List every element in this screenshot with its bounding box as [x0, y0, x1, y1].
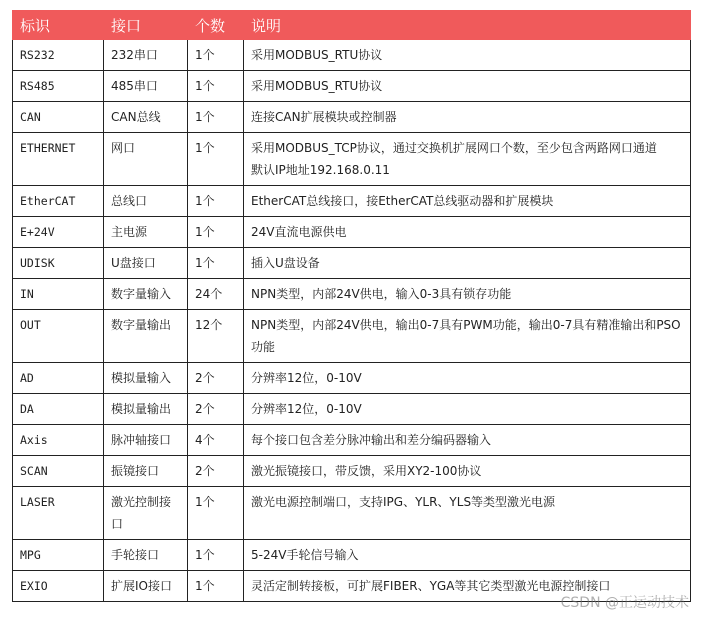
cell-description-text: 分辨率12位，0-10V — [251, 371, 362, 385]
cell-interface — [104, 540, 188, 571]
cell-count — [188, 102, 244, 133]
cell-description — [244, 248, 691, 279]
cell-description-text: 激光电源控制端口，支持IPG、YLR、YLS等类型激光电源 — [251, 495, 556, 509]
cell-interface — [104, 102, 188, 133]
table-row — [13, 102, 691, 133]
cell-count-text: 1个 — [195, 579, 215, 593]
cell-id — [13, 71, 104, 102]
cell-count-text: 12个 — [195, 318, 223, 332]
cell-interface-text: 激光控制接口 — [111, 495, 172, 531]
cell-description-text: 激光振镜接口，带反馈，采用XY2-100协议 — [251, 464, 482, 478]
cell-description — [244, 310, 691, 363]
cell-interface-text: 总线口 — [111, 194, 148, 208]
cell-description-text: 采用MODBUS_TCP协议，通过交换机扩展网口个数，至少包含两路网口通道 — [251, 141, 657, 155]
cell-id-text: EtherCAT — [20, 194, 76, 208]
cell-count — [188, 248, 244, 279]
cell-interface-text: 手轮接口 — [111, 548, 160, 562]
cell-description — [244, 71, 691, 102]
cell-description — [244, 217, 691, 248]
cell-id — [13, 363, 104, 394]
cell-id — [13, 425, 104, 456]
cell-description-text: 灵活定制转接板，可扩展FIBER、YGA等其它类型激光电源控制接口 — [251, 579, 611, 593]
cell-description-text: 插入U盘设备 — [251, 256, 320, 270]
cell-count — [188, 487, 244, 540]
cell-id — [13, 456, 104, 487]
cell-id — [13, 487, 104, 540]
cell-id-text: E+24V — [20, 225, 55, 239]
cell-count — [188, 425, 244, 456]
cell-interface — [104, 425, 188, 456]
cell-id-text: AD — [20, 371, 34, 385]
cell-id-text: DA — [20, 402, 34, 416]
cell-description-text: 5-24V手轮信号输入 — [251, 548, 359, 562]
cell-description-text: 24V直流电源供电 — [251, 225, 347, 239]
cell-count-text: 1个 — [195, 194, 215, 208]
cell-id-text: RS232 — [20, 48, 55, 62]
cell-count-text: 4个 — [195, 433, 215, 447]
cell-interface-text: CAN总线 — [111, 110, 161, 124]
table-row — [13, 394, 691, 425]
cell-description-extra: 默认IP地址192.168.0.11 — [251, 163, 390, 177]
table-row — [13, 456, 691, 487]
cell-count-text: 2个 — [195, 402, 215, 416]
cell-description — [244, 102, 691, 133]
cell-interface — [104, 456, 188, 487]
cell-description — [244, 487, 691, 540]
cell-id — [13, 217, 104, 248]
table-row — [13, 310, 691, 363]
cell-description-text: NPN类型，内部24V供电，输入0-3具有锁存功能 — [251, 287, 512, 301]
cell-description-text: 采用MODBUS_RTU协议 — [251, 48, 383, 62]
table-header-row — [13, 11, 691, 40]
cell-count-text: 1个 — [195, 256, 215, 270]
header-id: 标识 — [13, 11, 104, 40]
cell-interface — [104, 363, 188, 394]
cell-count-text: 2个 — [195, 464, 215, 478]
header-count: 个数 — [188, 11, 244, 40]
cell-count — [188, 540, 244, 571]
table-row — [13, 363, 691, 394]
cell-count — [188, 133, 244, 186]
cell-description-text: NPN类型，内部24V供电，输出0-7具有PWM功能，输出0-7具有精准输出和PSO功能 — [251, 318, 681, 354]
cell-count — [188, 279, 244, 310]
cell-interface-text: 振镜接口 — [111, 464, 160, 478]
cell-interface — [104, 310, 188, 363]
cell-interface — [104, 571, 188, 602]
cell-interface-text: 脉冲轴接口 — [111, 433, 172, 447]
cell-id-text: EXIO — [20, 579, 48, 593]
cell-count — [188, 363, 244, 394]
cell-interface — [104, 40, 188, 71]
cell-id — [13, 279, 104, 310]
cell-id — [13, 571, 104, 602]
cell-description-text: EtherCAT总线接口，接EtherCAT总线驱动器和扩展模块 — [251, 194, 554, 208]
cell-interface — [104, 248, 188, 279]
cell-description-text: 每个接口包含差分脉冲输出和差分编码器输入 — [251, 433, 492, 447]
cell-interface-text: 232串口 — [111, 48, 158, 62]
cell-count — [188, 217, 244, 248]
table-row — [13, 540, 691, 571]
cell-interface-text: U盘接口 — [111, 256, 156, 270]
cell-id — [13, 133, 104, 186]
table-row — [13, 248, 691, 279]
cell-id-text: MPG — [20, 548, 41, 562]
table-row — [13, 40, 691, 71]
cell-count-text: 1个 — [195, 110, 215, 124]
cell-description-text: 分辨率12位，0-10V — [251, 402, 362, 416]
cell-count — [188, 40, 244, 71]
cell-id — [13, 248, 104, 279]
cell-description — [244, 133, 691, 186]
cell-id — [13, 102, 104, 133]
cell-id-text: SCAN — [20, 464, 48, 478]
cell-interface — [104, 217, 188, 248]
table-row — [13, 133, 691, 186]
cell-count — [188, 456, 244, 487]
cell-description — [244, 186, 691, 217]
cell-count-text: 1个 — [195, 548, 215, 562]
cell-interface-text: 模拟量输出 — [111, 402, 172, 416]
cell-description — [244, 363, 691, 394]
cell-description — [244, 456, 691, 487]
cell-description — [244, 279, 691, 310]
cell-interface — [104, 186, 188, 217]
cell-id — [13, 540, 104, 571]
cell-count — [188, 310, 244, 363]
cell-count-text: 1个 — [195, 225, 215, 239]
cell-interface-text: 扩展IO接口 — [111, 579, 172, 593]
cell-count-text: 1个 — [195, 79, 215, 93]
cell-description — [244, 540, 691, 571]
cell-interface-text: 网口 — [111, 141, 136, 155]
cell-interface-text: 数字量输出 — [111, 318, 172, 332]
cell-count — [188, 571, 244, 602]
cell-count-text: 24个 — [195, 287, 223, 301]
cell-id-text: OUT — [20, 318, 41, 332]
header-interface: 接口 — [104, 11, 188, 40]
cell-count — [188, 186, 244, 217]
cell-description — [244, 394, 691, 425]
cell-id-text: IN — [20, 287, 34, 301]
cell-id-text: UDISK — [20, 256, 55, 270]
table-body — [13, 40, 691, 602]
cell-interface-text: 主电源 — [111, 225, 148, 239]
header-description: 说明 — [244, 11, 691, 40]
table-row — [13, 217, 691, 248]
table-row — [13, 279, 691, 310]
cell-count-text: 1个 — [195, 495, 215, 509]
table-row — [13, 487, 691, 540]
cell-interface-text: 模拟量输入 — [111, 371, 172, 385]
table-row — [13, 71, 691, 102]
cell-id-text: Axis — [20, 433, 48, 447]
cell-description — [244, 40, 691, 71]
cell-description — [244, 425, 691, 456]
cell-id — [13, 394, 104, 425]
cell-count — [188, 394, 244, 425]
table-row — [13, 186, 691, 217]
cell-id-text: ETHERNET — [20, 141, 76, 155]
cell-interface — [104, 133, 188, 186]
cell-description-text: 采用MODBUS_RTU协议 — [251, 79, 383, 93]
cell-description-text: 连接CAN扩展模块或控制器 — [251, 110, 397, 124]
cell-id-text: LASER — [20, 495, 55, 509]
cell-count-text: 1个 — [195, 141, 215, 155]
cell-id — [13, 186, 104, 217]
cell-id-text: RS485 — [20, 79, 55, 93]
cell-interface — [104, 487, 188, 540]
table-row — [13, 425, 691, 456]
cell-id — [13, 40, 104, 71]
cell-interface-text: 数字量输入 — [111, 287, 172, 301]
interface-table — [12, 10, 691, 602]
cell-count-text: 1个 — [195, 48, 215, 62]
watermark: CSDN @正运动技术 — [560, 595, 689, 611]
cell-id-text: CAN — [20, 110, 41, 124]
cell-count-text: 2个 — [195, 371, 215, 385]
cell-count — [188, 71, 244, 102]
cell-interface — [104, 394, 188, 425]
cell-interface — [104, 71, 188, 102]
cell-interface — [104, 279, 188, 310]
cell-interface-text: 485串口 — [111, 79, 158, 93]
cell-id — [13, 310, 104, 363]
